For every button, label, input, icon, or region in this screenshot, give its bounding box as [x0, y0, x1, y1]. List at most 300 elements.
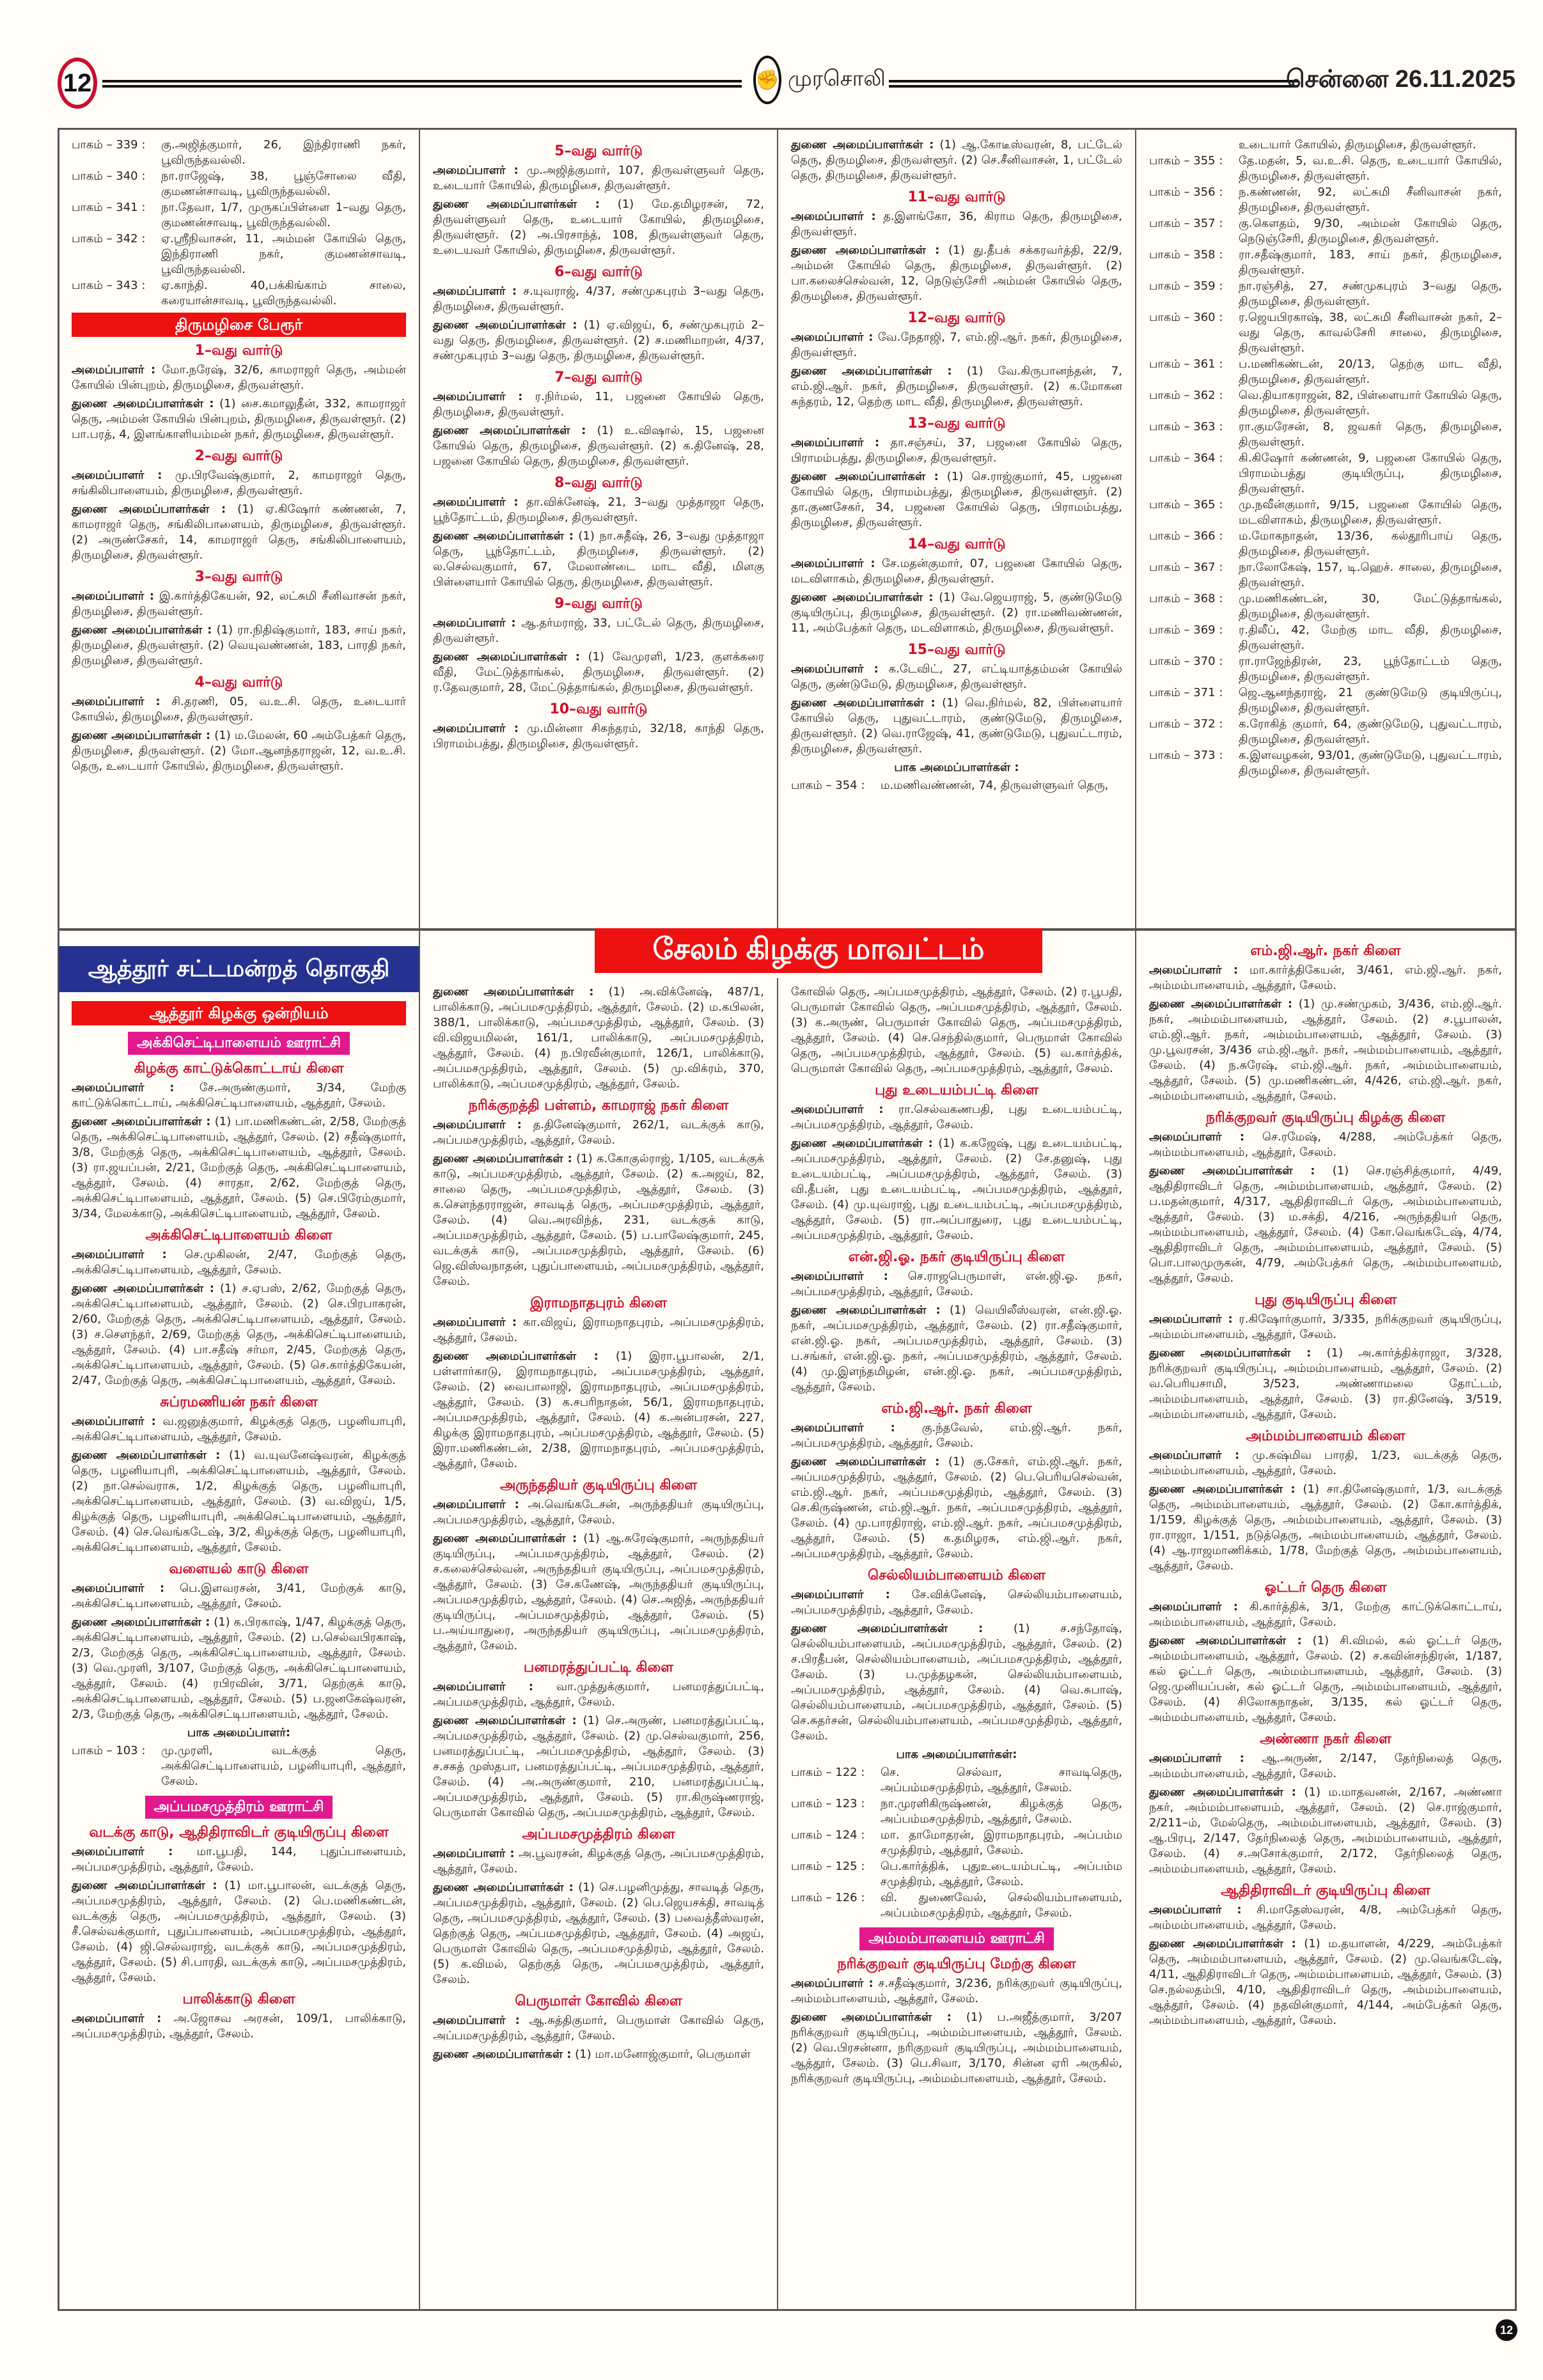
coordinator-entry	[433, 163, 764, 194]
coordinator-entry	[791, 1420, 1122, 1451]
role-label: அமைப்பாளர் :	[1149, 1600, 1238, 1614]
booth-entry	[72, 231, 406, 277]
booth-coordinator: நா.ராஜேஷ், 38, பூஞ்சோலை வீதி, குமணன்சாவடி, பூவிருந்தவல்லி.	[161, 169, 406, 198]
role-details: (1) ரா.நிதிஷ்குமார், 183, சாய் நகர், திருமழிசை, திருவள்ளூர். (2) வெயுவண்ணன், 183, பாரதி நகர், திருமழிசை, திருவள்ளூர்.	[72, 623, 406, 667]
role-details: (1) மா.மனோஜ்குமார், பெருமாள்	[575, 2048, 751, 2061]
ward-heading: 1–வது வார்டு	[194, 343, 283, 359]
coordinator-entry	[791, 984, 1122, 1077]
role-details: க.டேவிட், 27, எட்டியாத்தம்மன் கோயில் தெரு, குண்டுமேடு, திருமழிசை, திருவள்ளூர்.	[791, 662, 1123, 691]
booth-label: பாகம் – 370 :	[1149, 655, 1223, 668]
coordinator-entry	[433, 984, 764, 1092]
booth-label: பாகம் – 342 :	[72, 232, 146, 245]
booth-coordinator: மா. தாமோதரன், இராமநாதபுரம், அப்பம்ம சமுத்திரம், ஆத்தூர், சேலம்.	[881, 1828, 1122, 1857]
ward-heading: அம்மம்பாளையம் கிளை	[1246, 1428, 1406, 1444]
coordinator-entry	[433, 529, 764, 590]
role-details: (1) வ.யுவனேஷ்வரன், கிழக்குத் தெரு, பழனியாபுரி, அக்கிசெட்டிபாளையம், ஆத்தூர், சேலம். (2) நா.செல்வராசு, 1/2, கிழக்குத் தெரு, பழனியாபுரி, அக்கிசெட்டிபாளையம், ஆத்தூர், சேலம். (3) வ.விஜய், 1/5, கிழக்குத் தெரு, பழனியாபுரி, அக்கிசெட்டிபாளையம், ஆத்தூர், சேலம். (4) செ.வெங்கடேஷ், 3/2, கிழக்குத் தெரு, பழனியாபுரி, அக்கிசெட்டிபாளையம், ஆத்தூர், சேலம்.	[72, 1449, 406, 1554]
booth-entry	[791, 1859, 1122, 1890]
role-label: அமைப்பாளர் :	[72, 589, 155, 603]
coordinator-entry	[72, 1247, 406, 1278]
role-label: அமைப்பாளர் :	[72, 1845, 173, 1858]
ward-heading: 9–வது வார்டு	[554, 596, 643, 612]
role-label: அமைப்பாளர் :	[433, 284, 517, 298]
role-details: (1) செ.அருண், பனமரத்துப்பட்டி, அப்பமசமுத்திரம், ஆத்தூர், சேலம். (2) மு.செல்வகுமார், 256, பனமரத்துப்பட்டி, அப்பமசமுத்திரம், ஆத்தூர், சேலம். (3) ச.சசுத் முஸ்தபா, பனமரத்துப்பட்டி, அப்பமசமுத்திரம், ஆத்தூர், சேலம். (4) அ.அருண்குமார், 210, பனமரத்துப்பட்டி, அப்பமசமுத்திரம், ஆத்தூர், சேலம். (5) ரா.கிருஷ்ணராஜ், பெருமாள் கோவில் தெரு, அப்பமசமுத்திரம், ஆத்தூர், சேலம்.	[433, 1714, 764, 1819]
role-details: அ.பூவரசன், கிழக்குத் தெரு, அப்பமசமுத்திரம், ஆத்தூர், சேலம்.	[433, 1847, 764, 1876]
booth-entry	[791, 1890, 1122, 1921]
column-top-2	[420, 137, 777, 755]
booth-coordinator: ப.மணிகண்டன், 20/13, தெற்கு மாட வீதி, திருமழிசை, திருவள்ளூர்.	[1239, 357, 1502, 386]
role-details: மு.அஜித்குமார், 107, திருவள்ளுவர் தெரு, உடையார் கோயில், திருமழிசை, திருவள்ளூர்.	[433, 164, 764, 192]
booth-entry	[1149, 529, 1502, 559]
booth-label: பாகம் – 124 :	[791, 1828, 865, 1842]
role-details: (1) ஏ.விஜய், 6, சண்முகபுரம் 2–வது தெரு, திருமழிசை, திருவள்ளூர். (2) ச.மணிமாறன், 4/37, சண்முகபுரம் 3–வது தெரு, திருமழிசை, திருவள்ளூர்.	[433, 318, 765, 362]
coordinator-entry	[1149, 1346, 1502, 1422]
role-label: துணை அமைப்பாளர்கள் :	[433, 1714, 577, 1727]
coordinator-entry	[791, 469, 1122, 531]
booth-coordinator: ஜெ.ஆனந்தராஜ், 21 குண்டுமேடு குடியிருப்பு, திருமழிசை, திருவள்ளூர்.	[1239, 686, 1502, 715]
booth-entry	[791, 1796, 1122, 1827]
ward-heading: கிழக்கு காட்டுக்கொட்டாய் கிளை	[134, 1061, 344, 1077]
coordinator-entry	[72, 1844, 406, 1875]
booth-entry	[1149, 216, 1502, 247]
booth-entry	[72, 169, 406, 199]
role-details: (1) வே.கிருபானந்தன், 7, எம்.ஜி.ஆர். நகர், திருமழிசை, திருவள்ளூர். (2) க.மோகன சுந்தரம், 12, தெற்கு மாட வீதி, திருமழிசை, திருவள்ளூர்.	[791, 364, 1122, 408]
booth-coordinator: நா.முரளிகிருஷ்ணன், கிழக்குத் தெரு, அப்பம்மசமுத்திரம், ஆத்தூர், சேலம்.	[881, 1797, 1122, 1826]
panchayat-banner: அக்கிசெட்டிபாளையம் ஊராட்சி	[128, 1032, 350, 1055]
booth-label: பாகம் – 362 :	[1149, 389, 1223, 402]
booth-label: பாகம் – 125 :	[791, 1860, 865, 1873]
role-details: ச.சதீஷ்குமார், 3/236, நரிக்குறவர் குடியிருப்பு, அம்மம்பாளையம், ஆத்தூர், சேலம்.	[791, 1977, 1122, 2005]
role-details: மா.கார்த்திகேயன், 3/461, எம்.ஜி.ஆர். நகர், அம்மம்பாளையம், ஆத்தூர், சேலம்.	[1149, 963, 1502, 992]
booth-coordinator: ர.திலீப், 42, மேற்கு மாட வீதி, திருமழிசை, திருவள்ளூர்.	[1239, 623, 1502, 652]
role-label: அமைப்பாளர் :	[791, 1588, 890, 1601]
column-top-4	[1136, 137, 1515, 779]
masthead-rule-right	[889, 80, 1298, 88]
role-details: சே.அருண்குமார், 3/34, மேற்கு காட்டுக்கொட்டாய், அக்கிசெட்டிபாளையம், ஆத்தூர், சேலம்.	[72, 1081, 406, 1110]
role-details: (1) ம.மாதவனன், 2/167, அண்ணா நகர், அம்மம்பாளையம், ஆத்தூர், சேலம். (2) செ.ராஜ்குமார், 2/211–ம், மேல்தெரு, அம்மம்பாளையம், ஆத்தூர், சேலம். (3) ஆ.பிரபு, 2/147, தேர்நிலைத் தெரு, அம்மம்பாளையம், ஆத்தூர், சேலம். (4) ச.அசோக்குமார், 2/172, தேர்நிலைத் தெரு, அம்மம்பாளையம், ஆத்தூர், சேலம்.	[1149, 1785, 1502, 1876]
role-label: துணை அமைப்பாளர்கள் :	[72, 1615, 210, 1629]
ward-heading: 13–வது வார்டு	[907, 416, 1006, 432]
coordinator-entry	[791, 1136, 1122, 1243]
booth-label: பாகம் – 354 :	[791, 779, 865, 792]
role-details: ச.யுவராஜ், 4/37, சண்முகபுரம் 3–வது தெரு, திருமழிசை, திருவள்ளூர்.	[433, 284, 764, 313]
role-details: (1) ஏ.கிஷோர் கண்ணன், 7, காமராஜர் தெரு, சங்கிலிபாளையம், திருமழிசை, திருவள்ளூர். (2) அருண்சேகர், 14, காமராஜர் தெரு, சங்கிலிபாளையம், திருமழிசை, திருவள்ளூர்.	[72, 502, 406, 562]
booth-entry	[791, 1828, 1122, 1858]
coordinator-entry	[1149, 1312, 1502, 1342]
booth-entry	[1149, 419, 1502, 450]
role-label: அமைப்பாளர் :	[1149, 1752, 1244, 1765]
role-details: பெ.இளவரசன், 3/41, மேற்குக் காடு, அக்கிசெட்டிபாளையம், ஆத்தூர், சேலம்.	[72, 1582, 407, 1610]
role-details: கு.ந்தவேல், எம்.ஜி.ஆர். நகர், அப்பமசமுத்திரம், ஆத்தூர், சேலம்.	[791, 1421, 1122, 1450]
coordinator-entry	[791, 1102, 1122, 1133]
role-label: துணை அமைப்பாளர்கள் :	[433, 1881, 574, 1894]
coordinator-entry	[433, 649, 764, 696]
role-label: அமைப்பாளர் :	[1149, 1312, 1233, 1326]
coordinator-entry	[433, 197, 764, 258]
booth-entry	[1149, 357, 1502, 387]
role-label: அமைப்பாளர் :	[791, 662, 879, 676]
paper-logo	[748, 56, 891, 104]
booth-coordinator: வி. துணைவேல், செல்லியம்பாளையம், அப்பம்மசமுத்திரம், ஆத்தூர், சேலம்.	[881, 1891, 1122, 1920]
booth-entry	[1149, 654, 1502, 685]
panchayat-banner: அம்மம்பாளையம் ஊராட்சி	[859, 1927, 1054, 1950]
column-top-1	[59, 137, 419, 777]
booth-entry	[791, 778, 1122, 793]
role-details: மோ.நரேஷ், 32/6, காமராஜர் தெரு, அம்மன் கோயில் பின்புறம், திருமழிசை, திருவள்ளூர்.	[72, 363, 406, 392]
role-details: ஆ.தர்மராஜ், 33, பட்டேல் தெரு, திருமழிசை, திருவள்ளூர்.	[433, 616, 764, 645]
booth-coordinator: வெ.தியாகராஜன், 82, பிள்ளையார் கோயில் தெரு, திருமழிசை, திருவள்ளூர்.	[1239, 389, 1502, 417]
role-label: அமைப்பாளர் :	[791, 1103, 884, 1116]
coordinator-entry	[433, 1880, 764, 1987]
coordinator-entry	[433, 389, 764, 420]
booth-entry	[1149, 717, 1502, 747]
coordinator-entry	[72, 623, 406, 669]
role-details: ரா.செல்வகணபதி, புது உடையம்பட்டி, அப்பமசமுத்திரம், ஆத்தூர், சேலம்.	[791, 1103, 1122, 1132]
coordinator-entry	[72, 694, 406, 725]
subheading: பாக அமைப்பாளர்:	[187, 1726, 291, 1739]
coordinator-entry	[433, 1151, 764, 1289]
booth-label: பாகம் – 365 :	[1149, 498, 1223, 511]
role-details: (1) சை.கமாலுதீன், 332, காமராஜர் தெரு, அம்மன் கோயில் பின்புறம், திருமழிசை, திருவள்ளூர். (2) பா.பரத், 4, இளங்காளியம்மன் நகர், திருமழிசை, திருவள்ளூர்.	[72, 397, 406, 441]
coordinator-entry	[433, 1497, 764, 1528]
booth-coordinator: கு.கௌதம், 9/30, அம்மன் கோயில் தெரு, நெடுஞ்சேரி, திருமழிசை, திருவள்ளூர்.	[1239, 217, 1502, 245]
ward-heading: பனமரத்துப்பட்டி கிளை	[523, 1660, 674, 1676]
constituency-banner: ஆத்தூர் சட்டமன்றத் தொகுதி	[59, 946, 419, 992]
booth-label: பாகம் – 371 :	[1149, 686, 1223, 699]
coordinator-entry	[791, 1976, 1122, 2007]
booth-coordinator: பெ.கார்த்திக், புதுஉடையம்பட்டி, அப்பம்ம சமுத்திரம், ஆத்தூர், சேலம்.	[881, 1860, 1122, 1888]
ward-heading: 7–வது வார்டு	[554, 369, 643, 385]
booth-entry	[791, 1765, 1122, 1796]
ward-heading: 4–வது வார்டு	[194, 674, 283, 690]
role-label: அமைப்பாளர் :	[791, 1421, 895, 1435]
role-details: (1) அ.விக்னேஷ், 487/1, பாலிக்காடு, அப்பமசமுத்திரம், ஆத்தூர், சேலம். (2) ம.கபிலன், 388/1, பாலிக்காடு, அப்பமசமுத்திரம், ஆத்தூர், சேலம். (3) வி.விஜயமிலன், 161/1, பாலிக்காடு, அப்பமசமுத்திரம், ஆத்தூர், சேலம். (4) ந.பிரவீன்குமார், 126/1, பாலிக்காடு, அப்பமசமுத்திரம், ஆத்தூர், சேலம். (5) மு.விக்ரம், 370, பாலிக்காடு, அப்பமசமுத்திரம், ஆத்தூர், சேலம்.	[433, 985, 764, 1091]
role-details: (1) ஆ.சுரேஷ்குமார், அருந்ததியர் குடியிருப்பு, அப்பமசமுத்திரம், ஆத்தூர், சேலம். (2) ச.கலைச்செல்வன், அருந்ததியர் குடியிருப்பு, அப்பமசமுத்திரம், ஆத்தூர், சேலம். (3) சே.கணேஷ், அருந்ததியர் குடியிருப்பு, அப்பமசமுத்திரம், ஆத்தூர், சேலம். (4) செ.அஜித், அருந்ததியர் குடியிருப்பு, அப்பமசமுத்திரம், ஆத்தூர், சேலம். (5) ப.அய்யாதுரை, அருந்ததியர் குடியிருப்பு, அப்பமசமுத்திரம், ஆத்தூர், சேலம்.	[433, 1532, 764, 1653]
coordinator-entry	[1149, 1130, 1502, 1160]
booth-entry	[1149, 185, 1502, 215]
column-bottom-4	[1136, 937, 1515, 2032]
booth-label: பாகம் – 126 :	[791, 1891, 865, 1904]
role-details: (1) வெ.நிர்மல், 82, பிள்ளையார் கோயில் தெரு, புதுவட்டாரம், குண்டுமேடு, திருமழிசை, திருவள்ளூர். (2) வெ.ராஜேஷ், 41, குண்டுமேடு, புதுவட்டாரம், திருமழிசை, திருவள்ளூர்.	[791, 696, 1122, 756]
role-label: துணை அமைப்பாளர்கள் :	[791, 138, 934, 152]
role-label: துணை அமைப்பாளர்கள் :	[791, 591, 934, 604]
ward-heading: இராமநாதபுரம் கிளை	[530, 1295, 667, 1311]
role-details: சே.விக்னேஷ், செல்லியம்பாளையம், அப்பமசமுத்திரம், ஆத்தூர், சேலம்.	[791, 1588, 1122, 1617]
role-label: துணை அமைப்பாளர்கள் :	[1149, 1785, 1296, 1799]
coordinator-entry	[72, 362, 406, 393]
coordinator-entry	[791, 556, 1122, 587]
role-label: அமைப்பாளர் :	[72, 1081, 175, 1094]
role-details: (1) செ.பழனிமுத்து, சாவடித் தெரு, அப்பமசமுத்திரம், ஆத்தூர், சேலம். (2) பெ.ஜெயசக்தி, சாவடித் தெரு, அப்பமசமுத்திரம், ஆத்தூர், சேலம். (3) பவைத்தீஸ்வரன், தெற்குத் தெரு, அப்பமசமுத்திரம், ஆத்தூர், சேலம். (4) அஜய், பெருமாள் கோவில் தெரு, அப்பமசமுத்திரம், ஆத்தூர், சேலம். (5) க.விமல், தெற்குத் தெரு, அப்பமசமுத்திரம், ஆத்தூர், சேலம்.	[433, 1881, 764, 1986]
role-details: (1) ச.ஏபஸ், 2/62, மேற்குத் தெரு, அக்கிசெட்டிபாளையம், ஆத்தூர், சேலம். (2) செ.பிரபாகரன், 2/60, மேற்குத் தெரு, அக்கிசெட்டிபாளையம், ஆத்தூர், சேலம். (3) ச.சௌந்தர், 2/69, மேற்குத் தெரு, அக்கிசெட்டிபாளையம், ஆத்தூர், சேலம். (4) பா.சதீஷ் சர்மா, 2/45, மேற்குத் தெரு, அக்கிசெட்டிபாளையம், ஆத்தூர், சேலம். (5) செ.கார்த்திகேயன், 2/47, மேற்குத் தெரு, அக்கிசெட்டிபாளையம், ஆத்தூர், சேலம்.	[72, 1282, 406, 1387]
role-label: துணை அமைப்பாளர்கள் :	[791, 2011, 952, 2024]
booth-entry	[1149, 310, 1502, 356]
ward-heading: 14–வது வார்டு	[907, 536, 1006, 552]
coordinator-entry	[72, 728, 406, 774]
paper-name: முரசொலி	[788, 66, 886, 91]
role-details: செ.முகிலன், 2/47, மேற்குத் தெரு, அக்கிசெட்டிபாளையம், ஆத்தூர், சேலம்.	[72, 1248, 406, 1277]
booth-coordinator: க.ரோகித் குமார், 64, குண்டுமேடு, புதுவட்டாரம், திருமழிசை, திருவள்ளூர்.	[1239, 717, 1502, 746]
role-details: கி.கார்த்திக், 3/1, மேற்கு காட்டுக்கொட்டாய், அம்மம்பாளையம், ஆத்தூர், சேலம்.	[1149, 1600, 1502, 1629]
role-details: (1) மு.சண்முகம், 3/436, எம்.ஜி.ஆர். நகர், அம்மம்பாளையம், ஆத்தூர், சேலம். (2) ச.பூபாலன், எம்.ஜி.ஆர். நகர், அம்மம்பாளையம், ஆத்தூர், சேலம். (3) மு.பூவரசன், 3/436 எம்.ஜி.ஆர். நகர், அம்மம்பாளையம், ஆத்தூர், சேலம். (4) ந.சுரேஷ், எம்.ஜி.ஆர். நகர், அம்மம்பாளையம், ஆத்தூர், சேலம். (5) மு.மணிகண்டன், 4/426, எம்.ஜி.ஆர். நகர், அம்மம்பாளையம், ஆத்தூர், சேலம்.	[1149, 997, 1502, 1103]
role-details: சே.மதன்குமார், 07, பஜனை கோயில் தெரு, மடவிளாகம், திருமழிசை, திருவள்ளூர்.	[791, 557, 1122, 586]
role-label: அமைப்பாளர் :	[1149, 1130, 1245, 1144]
booth-coordinator: கி.கிஷோர் கண்ணன், 9, பஜனை கோயில் தெரு, பிராமம்பத்து குடியிருப்பு, திருமழிசை, திருவள்ளூர்.	[1239, 451, 1502, 495]
ward-heading: 3–வது வார்டு	[194, 569, 283, 585]
role-details: (1) வெயிலீஸ்வரன், என்.ஜி.ஓ. நகர், அப்பமசமுத்திரம், ஆத்தூர், சேலம். (2) ரா.சதீஷ்குமார், என்.ஜி.ஓ. நகர், அப்பமசமுத்திரம், ஆத்தூர், சேலம். (3) ப.சங்கர், என்.ஜி.ஓ. நகர், அப்பமசமுத்திரம், ஆத்தூர், சேலம். (4) மு.இளந்தமிழன், என்.ஜி.ஓ. நகர், அப்பமசமுத்திரம், ஆத்தூர், சேலம்.	[791, 1303, 1122, 1394]
booth-label: பாகம் – 361 :	[1149, 357, 1223, 371]
coordinator-entry	[791, 1269, 1122, 1300]
ward-heading: செல்லியம்பாளையம் கிளை	[868, 1567, 1046, 1583]
role-label: அமைப்பாளர் :	[791, 1270, 888, 1283]
coordinator-entry	[433, 1315, 764, 1346]
coordinator-entry	[72, 1114, 406, 1222]
coordinator-entry	[1149, 1785, 1502, 1877]
booth-coordinator: மு.நவீன்குமார், 9/15, பஜனை கோயில் தெரு, மடவிளாகம், திருமழிசை, திருவள்ளூர்.	[1239, 498, 1502, 527]
role-details: (1) இரா.பூபாலன், 2/1, பள்ளார்காடு, இராமநாதபுரம், அப்பமசமுத்திரம், ஆத்தூர், சேலம். (2) வைபாலாஜி, இராமநாதபுரம், அப்பமசமுத்திரம், ஆத்தூர், சேலம். (3) க.சபரிநாதன், 56/1, இராமநாதபுரம், அப்பமசமுத்திரம், ஆத்தூர், சேலம். (4) க.அன்பரசன், 227, கிழக்கு இராமநாதபுரம், அப்பமசமுத்திரம், ஆத்தூர், சேலம். (5) இரா.மணிகண்டன், 2/38, இராமநாதபுரம், அப்பமசமுத்திரம், ஆத்தூர், சேலம்.	[433, 1349, 764, 1470]
booth-entry	[1149, 623, 1502, 653]
role-details: (1) வே.ஜெயராஜ், 5, குண்டுமேடு குடியிருப்பு, திருமழிசை, திருவள்ளூர். (2) ரா.மணிவண்ணன், 11, அம்பேத்கர் தெரு, மடவிளாகம், திருமழிசை, திருவள்ளூர்.	[791, 591, 1122, 635]
role-label: அமைப்பாளர் :	[791, 1977, 873, 1990]
role-label: அமைப்பாளர் :	[433, 2014, 520, 2027]
role-label: துணை அமைப்பாளர்கள் :	[791, 1455, 940, 1468]
booth-entry	[1149, 560, 1502, 591]
ward-heading: 11–வது வார்டு	[907, 189, 1006, 205]
booth-label: பாகம் – 363 :	[1149, 420, 1223, 433]
role-details: (1) சா.தினேஷ்குமார், 1/3, வடக்குத் தெரு, அம்மம்பாளையம், ஆத்தூர், சேலம். (2) கோ.கார்த்திக், 1/159, கிழக்குத் தெரு, அம்மம்பாளையம், ஆத்தூர், சேலம். (3) ரா.ராஜா, 1/151, நடுத்தெரு, அம்மம்பாளையம், ஆத்தூர், சேலம். (4) ஆ.ராஜமாணிக்கம், 1/78, மேற்குத் தெரு, அம்மம்பாளையம், ஆத்தூர், சேலம்.	[1149, 1482, 1502, 1573]
role-label: துணை அமைப்பாளர்கள் :	[433, 1349, 599, 1363]
ward-heading: ஓட்டர் தெரு கிளை	[1264, 1580, 1387, 1596]
role-details: சி.தரணி, 05, வ.உ.சி. தெரு, உடையார் கோயில், திருமழிசை, திருவள்ளூர்.	[72, 695, 406, 724]
role-details: (1) செ.ராஜ்குமார், 45, பஜனை கோயில் தெரு, பிராமம்பத்து, திருமழிசை, திருவள்ளூர். (2) தா.குணசேகர், 34, பஜனை கோயில் தெரு, பிராமம்பத்து, திருமழிசை, திருவள்ளூர்.	[791, 470, 1122, 529]
coordinator-entry	[791, 2010, 1122, 2087]
role-details: இ.கார்த்திகேயன், 92, லட்சுமி சீனிவாசன் நகர், திருமழிசை, திருவள்ளூர்.	[72, 589, 406, 618]
coordinator-entry	[72, 502, 406, 563]
ward-heading: அக்கிசெட்டிபாளையம் கிளை	[145, 1227, 333, 1243]
role-details: அ.ஜோசவ அரசன், 109/1, பாலிக்காடு, அப்பமசமுத்திரம், ஆத்தூர், சேலம்.	[72, 2012, 406, 2041]
ward-heading: எம்.ஜி.ஆர். நகர் கிளை	[1250, 943, 1401, 959]
role-details: (1) க.கோகுல்ராஜ், 1/105, வடக்குக் காடு, அப்பமசமுத்திரம், ஆத்தூர், சேலம். (2) க.அஜய், 82, சாலை தெரு, அப்பமசமுத்திரம், ஆத்தூர், சேலம். (3) க.சௌந்தரராஜன், சாவடித் தெரு, அப்பமசமுத்திரம், ஆத்தூர், சேலம். (4) வெ.அரவிந்த், 231, வடக்குக் காடு, அப்பமசமுத்திரம், ஆத்தூர், சேலம். (5) ப.பாலேஷ்குமார், 245, வடக்குக் காடு, அப்பமசமுத்திரம், ஆத்தூர், சேலம். (6) ஜெ.விஸ்வநாதன், புதுப்பாளையம், அப்பமசமுத்திரம், ஆத்தூர், சேலம்.	[433, 1152, 764, 1288]
booth-coordinator: ஏ.ஸ்ரீநிவாசன், 11, அம்மன் கோயில் தெரு, இந்திராணி நகர், குமணன்சாவடி, பூவிருந்தவல்லி.	[161, 232, 406, 276]
role-details: செ.ராஜபெருமாள், என்.ஜி.ஓ. நகர், அப்பமசமுத்திரம், ஆத்தூர், சேலம்.	[791, 1270, 1123, 1298]
coordinator-entry	[1149, 1448, 1502, 1479]
dateline: சென்னை 26.11.2025	[1286, 66, 1516, 93]
coordinator-entry	[433, 1846, 764, 1877]
booth-entry	[1149, 748, 1502, 779]
role-label: துணை அமைப்பாளர்கள் :	[72, 502, 226, 516]
coordinator-entry	[791, 209, 1122, 240]
coordinator-entry	[72, 1448, 406, 1555]
booth-coordinator: ஏ.காந்தி. 40,பக்கிங்காம் சாலை, கரையான்சாவடி, பூவிருந்தவல்லி.	[161, 279, 406, 307]
booth-coordinator: மு.மணிகண்டன், 30, மேட்டுத்தாங்கல், திருமழிசை, திருவள்ளூர்.	[1239, 592, 1502, 621]
coordinator-entry	[72, 589, 406, 619]
masthead	[58, 54, 1516, 112]
booth-label: பாகம் – 340 :	[72, 169, 146, 183]
booth-entry	[72, 200, 406, 231]
coordinator-entry	[433, 423, 764, 469]
role-label: துணை அமைப்பாளர்கள் :	[72, 1879, 217, 1892]
ward-heading: சுப்ரமணியன் நகர் கிளை	[160, 1394, 318, 1410]
coordinator-entry	[433, 1713, 764, 1821]
coordinator-entry	[791, 243, 1122, 304]
coordinator-entry	[72, 1080, 406, 1111]
booth-entry	[1149, 591, 1502, 622]
coordinator-entry	[433, 318, 764, 364]
coordinator-entry	[433, 1349, 764, 1472]
subheading: பாக அமைப்பாளர்கள் :	[894, 761, 1019, 774]
role-label: துணை அமைப்பாளர்கள் :	[433, 198, 600, 211]
column-bottom-1	[59, 931, 419, 2045]
subheading: பாக அமைப்பாளர்கள்:	[896, 1748, 1017, 1761]
booth-coordinator: மு.முரளி, வடக்குத் தெரு, அக்கிசெட்டிபாளையம், பழனியாபுரி, ஆத்தூர், சேலம்.	[161, 1744, 406, 1788]
page-number-badge: 12	[58, 58, 97, 109]
coordinator-entry	[433, 2013, 764, 2044]
coordinator-entry	[1149, 1599, 1502, 1630]
role-details: கோவில் தெரு, அப்பமசமுத்திரம், ஆத்தூர், சேலம். (2) ர.பூபதி, பெருமாள் கோவில் தெரு, அப்பமசமுத்திரம், ஆத்தூர், சேலம். (3) க.அருண், பெருமாள் கோவில் தெரு, அப்பமசமுத்திரம், ஆத்தூர், சேலம். (4) செ.செந்தில்குமார், பெருமாள் கோவில் தெரு, அப்பமசமுத்திரம், ஆத்தூர், சேலம். (5) வ.கார்த்திக், பெருமாள் கோவில் தெரு, அப்பமசமுத்திரம், ஆத்தூர், சேலம்.	[791, 985, 1122, 1075]
booth-entry	[1149, 137, 1502, 153]
role-label: அமைப்பாளர் :	[791, 210, 876, 223]
role-details: அ.வெங்கடேசன், அருந்ததியர் குடியிருப்பு, அப்பமசமுத்திரம், ஆத்தூர், சேலம்.	[433, 1498, 764, 1527]
role-label: அமைப்பாளர் :	[1149, 1449, 1240, 1462]
coordinator-entry	[1149, 1936, 1502, 2028]
role-label: துணை அமைப்பாளர்கள் :	[791, 244, 940, 257]
coordinator-entry	[791, 662, 1122, 692]
booth-coordinator: ரா.சதீஷ்குமார், 183, சாய் நகர், திருமழிசை, திருவள்ளூர்.	[1239, 248, 1502, 277]
role-label: துணை அமைப்பாளர்கள் :	[791, 1303, 941, 1317]
booth-label: பாகம் – 366 :	[1149, 529, 1223, 543]
role-details: (1) சி.விமல், கல் ஓட்டர் தெரு, அம்மம்பாளையம், ஆத்தூர், சேலம். (2) ச.கவின்சந்திரன், 1/187, கல் ஓட்டர் தெரு, அம்மம்பாளையம், ஆத்தூர், சேலம். (3) ஜெ.முனியப்பன், கல் ஓட்டர் தெரு, அம்மம்பாளையம், ஆத்தூர், சேலம். (4) சிலோகநாதன், 3/135, கல் ஓட்டர் தெரு, அம்மம்பாளையம், ஆத்தூர், சேலம்.	[1149, 1634, 1502, 1724]
ward-heading: அப்பமசமுத்திரம் கிளை	[522, 1826, 675, 1842]
role-details: தா.விக்னேஷ், 21, 3–வது முத்தாஜா தெரு, பூந்தோட்டம், திருமழிசை, திருவள்ளூர்.	[433, 495, 765, 524]
booth-label: பாகம் – 367 :	[1149, 561, 1223, 574]
role-label: துணை அமைப்பாளர்கள் :	[1149, 997, 1293, 1011]
role-label: துணை அமைப்பாளர்கள் :	[433, 318, 577, 332]
coordinator-entry	[433, 1679, 764, 1710]
booth-coordinator: ர.ஜெயபிரகாஷ், 38, லட்சுமி சீனிவாசன் நகர், 2–வது தெரு, காவல்சேரி சாலை, திருமழிசை, திருவள்ளூர்.	[1239, 311, 1502, 355]
role-details: மு.மின்னா சிகந்தரம், 32/18, காந்தி தெரு, பிராமம்பத்து, திருமழிசை, திருவள்ளூர்.	[433, 722, 764, 751]
role-label: அமைப்பாளர் :	[433, 164, 519, 177]
ward-heading: வடக்கு காடு, ஆதிதிராவிடர் குடியிருப்பு கிளை	[89, 1824, 389, 1840]
booth-coordinator: க.இளவழகன், 93/01, குண்டுமேடு, புதுவட்டாரம், திருமழிசை, திருவள்ளூர்.	[1239, 749, 1502, 777]
ward-heading: எம்.ஜி.ஆர். நகர் கிளை	[881, 1401, 1032, 1417]
booth-coordinator: உடையார் கோயில், திருமழிசை, திருவள்ளூர்.	[1239, 138, 1476, 152]
booth-label: பாகம் – 373 :	[1149, 749, 1223, 762]
role-details: ர.நிர்மல், 11, பஜனை கோயில் தெரு, திருமழிசை, திருவள்ளூர்.	[433, 390, 765, 419]
role-details: சி.மாதேஸ்வரன், 4/8, அம்பேத்கர் தெரு, அம்மம்பாளையம், ஆத்தூர், சேலம்.	[1149, 1903, 1502, 1932]
masthead-rule-left	[102, 80, 742, 88]
coordinator-entry	[433, 284, 764, 315]
logo-emblem-icon: ✊	[753, 56, 781, 104]
column-bottom-2	[420, 984, 777, 2065]
ward-heading: புது உடையம்பட்டி கிளை	[875, 1082, 1038, 1098]
role-details: மு.சுஷ்மிவ பாரதி, 1/23, வடக்குத் தெரு, அம்மம்பாளையம், ஆத்தூர், சேலம்.	[1149, 1449, 1502, 1477]
booth-entry	[1149, 247, 1502, 278]
coordinator-entry	[72, 1414, 406, 1445]
booth-label: பாகம் – 122 :	[791, 1766, 865, 1779]
role-details: (1) நா.சுதீஷ், 26, 3–வது முத்தாஜா தெரு, பூந்தோட்டம், திருமழிசை, திருவள்ளூர். (2) ல.செல்வகுமார், 67, மேலாண்டை மாட வீதி, மிளகு பிள்ளையார் கோயில் தெரு, திருமழிசை, திருவள்ளூர்.	[433, 529, 764, 589]
role-label: அமைப்பாளர் :	[72, 1415, 156, 1428]
role-label: துணை அமைப்பாளர்கள் :	[1149, 1937, 1296, 1950]
coordinator-entry	[791, 1621, 1122, 1744]
role-label: அமைப்பாளர் :	[72, 1248, 167, 1261]
coordinator-entry	[433, 1531, 764, 1654]
role-details: (1) து.தீபக் சக்கரவர்த்தி, 22/9, அம்மன் கோயில் தெரு, திருமழிசை, திருவள்ளூர். (2) பா.கலைச்செல்வன், 12, நெடுஞ்சேரி அம்மன் கோயில் தெரு, திருமழிசை, திருவள்ளூர்.	[791, 244, 1122, 303]
role-label: துணை அமைப்பாளர்கள் :	[72, 1282, 214, 1295]
role-details: (1) பா.மணிகண்டன், 2/58, மேற்குத் தெரு, அக்கிசெட்டிபாளையம், ஆத்தூர், சேலம். (2) சதீஷ்குமார், 3/8, மேற்குத் தெரு, அக்கிசெட்டிபாளையம், ஆத்தூர், சேலம். (3) ரா.ஜயப்பன், 2/21, மேற்குத் தெரு, அக்கிசெட்டிபாளையம், ஆத்தூர், சேலம். (4) சாரதா, 2/62, மேற்குத் தெரு, அக்கிசெட்டிபாளையம், ஆத்தூர், சேலம். (5) செ.பிரேம்குமார், 3/34, மேலக்காடு, அக்கிசெட்டிபாளையம், ஆத்தூர், சேலம்.	[72, 1115, 406, 1220]
role-label: அமைப்பாளர் :	[433, 1316, 517, 1329]
role-label: துணை அமைப்பாளர்கள் :	[433, 1152, 572, 1165]
role-label: அமைப்பாளர் :	[791, 436, 880, 449]
coordinator-entry	[72, 468, 406, 499]
coordinator-entry	[72, 2011, 406, 2042]
booth-coordinator: ம.மணிவண்ணன், 74, திருவள்ளுவர் தெரு,	[881, 779, 1109, 792]
booth-coordinator: ம.மோகநாதன், 13/36, கல்தூரிபாய் தெரு, திருமழிசை, திருவள்ளூர்.	[1239, 529, 1502, 558]
role-label: துணை அமைப்பாளர்கள் :	[72, 1449, 221, 1462]
role-label: அமைப்பாளர் :	[72, 695, 161, 708]
booth-entry	[1149, 388, 1502, 419]
role-label: துணை அமைப்பாளர்கள் :	[433, 2048, 572, 2061]
coordinator-entry	[433, 495, 764, 525]
coordinator-entry	[1149, 1902, 1502, 1933]
booth-coordinator: ரா.ராஜேந்திரன், 23, பூந்தோட்டம் தெரு, திருமழிசை, திருவள்ளூர்.	[1239, 655, 1502, 683]
role-label: துணை அமைப்பாளர்கள் :	[72, 397, 214, 410]
role-label: அமைப்பாளர் :	[72, 363, 156, 377]
coordinator-entry	[72, 1878, 406, 1986]
booth-coordinator: செ. செல்வா, சாவடிதெரு, அப்பம்மசமுத்திரம், ஆத்தூர், சேலம்.	[881, 1766, 1122, 1794]
role-details: வே.நேதாஜி, 7, எம்.ஜி.ஆர். நகர், திருமழிசை, திருவள்ளூர்.	[791, 331, 1122, 359]
booth-label: பாகம் – 103 :	[72, 1744, 146, 1757]
coordinator-entry	[791, 435, 1122, 466]
coordinator-entry	[1149, 997, 1502, 1104]
role-details: ஆ.சுத்திகுமார், பெருமாள் கோவில் தெரு, அப்பமசமுத்திரம், ஆத்தூர், சேலம்.	[433, 2014, 764, 2042]
role-details: வா.முத்துக்குமார், பனமரத்துப்பட்டி, அப்பமசமுத்திரம், ஆத்தூர், சேலம்.	[433, 1680, 764, 1709]
ward-heading: 5–வது வார்டு	[554, 143, 643, 159]
ward-heading: அண்ணா நகர் கிளை	[1260, 1731, 1391, 1747]
coordinator-entry	[791, 330, 1122, 361]
role-details: (1) ஆ.கோடீஸ்வரன், 8, பட்டேல் தெரு, திருமழிசை, திருவள்ளூர். (2) செ.சீனிவாசன், 1, பட்டேல் தெரு, திருமழிசை, திருவள்ளூர்.	[791, 138, 1122, 182]
booth-coordinator: ரா.குமரேசன், 8, ஜவகர் தெரு, திருமழிசை, திருவள்ளூர்.	[1239, 420, 1502, 449]
coordinator-entry	[1149, 1482, 1502, 1574]
booth-entry	[72, 278, 406, 309]
role-label: துணை அமைப்பாளர்கள் :	[72, 1115, 211, 1128]
ward-heading: புது குடியிருப்பு கிளை	[1254, 1292, 1397, 1308]
role-details: வ.ஜனுத்குமார், கிழக்குத் தெரு, பழனியாபுரி, அக்கிசெட்டிபாளையம், ஆத்தூர், சேலம்.	[72, 1415, 406, 1443]
role-label: அமைப்பாளர் :	[433, 1118, 522, 1132]
booth-label: பாகம் – 358 :	[1149, 248, 1223, 261]
role-details: ர.கிஷோர்குமார், 3/335, நரிக்குறவர் குடியிருப்பு, அம்மம்பாளையம், ஆத்தூர், சேலம்.	[1149, 1312, 1502, 1341]
role-label: அமைப்பாளர் :	[1149, 1903, 1242, 1917]
coordinator-entry	[791, 364, 1122, 410]
role-details: கா.விஜய், இராமநாதபுரம், அப்பமசமுத்திரம், ஆத்தூர், சேலம்.	[433, 1316, 764, 1344]
footer-page-number: 12	[1496, 2319, 1517, 2341]
role-details: மா.பூபதி, 144, புதுப்பாளையம், அப்பமசமுத்திரம், ஆத்தூர், சேலம்.	[72, 1845, 406, 1874]
ward-heading: 2–வது வார்டு	[194, 448, 283, 464]
coordinator-entry	[72, 396, 406, 442]
role-label: அமைப்பாளர் :	[433, 1498, 519, 1511]
role-label: துணை அமைப்பாளர்கள் :	[1149, 1634, 1302, 1647]
role-details: (1) ம.தயாளன், 4/229, அம்பேத்கர் தெரு, அம்மம்பாளையம், ஆத்தூர், சேலம். (2) மு.வெங்கடேஷ், 4/11, ஆதிதிராவிடர் தெரு, அம்மம்பாளையம், ஆத்தூர், சேலம். (3) செ.நல்லதம்பி, 4/10, ஆதிதிராவிடர் தெரு, அம்மம்பாளையம், ஆத்தூர், சேலம். (4) நதவின்குமார், 4/144, அம்பேத்கர் தெரு, அம்மம்பாளையம், ஆத்தூர், சேலம்.	[1149, 1937, 1502, 2027]
role-details: (1) கு.சேகர், எம்.ஜி.ஆர். நகர், அப்பமசமுத்திரம், ஆத்தூர், சேலம். (2) பெ.பெரியசெல்வன், எம்.ஜி.ஆர். நகர், அப்பமசமுத்திரம், ஆத்தூர், சேலம். (3) செ.கிருஷ்ணன், எம்.ஜி.ஆர். நகர், அப்பமசமுத்திரம், ஆத்தூர், சேலம். (4) மு.பாரதிராஜ், எம்.ஜி.ஆர். நகர், அப்பமசமுத்திரம், ஆத்தூர், சேலம். (5) க.தமிழரசு, எம்.ஜி.ஆர். நகர், அப்பமசமுத்திரம், ஆத்தூர், சேலம்.	[791, 1455, 1122, 1560]
role-label: துணை அமைப்பாளர்கள் :	[433, 424, 586, 437]
role-details: (1) ச.சந்தோஷ், செல்லியம்பாளையம், அப்பமசமுத்திரம், ஆத்தூர், சேலம். (2) ச.பிரதீபன், செல்லியம்பாளையம், அப்பமசமுத்திரம், ஆத்தூர், சேலம். (3) ப.முத்தழகன், செல்லியம்பாளையம், அப்பமசமுத்திரம், ஆத்தூர், சேலம். (4) வெ.சுபாஷ், செல்லியம்பாளையம், அப்பமசமுத்திரம், ஆத்தூர், சேலம். (5) செ.சுதர்சன், செல்லியம்பாளையம், அப்பமசமுத்திரம், ஆத்தூர், சேலம்.	[791, 1622, 1122, 1743]
ward-heading: என்.ஜி.ஓ. நகர் குடியிருப்பு கிளை	[848, 1249, 1065, 1265]
role-details: மு.பிரவேஷ்குமார், 2, காமராஜர் தெரு, சங்கிலிபாளையம், திருமழிசை, திருவள்ளூர்.	[72, 469, 406, 497]
booth-coordinator: நா.லோகேஷ், 157, டி.ஹெச். சாலை, திருமழிசை, திருவள்ளூர்.	[1239, 561, 1502, 589]
role-label: துணை அமைப்பாளர்கள் :	[1149, 1164, 1315, 1178]
role-label: அமைப்பாளர் :	[433, 722, 519, 735]
booth-entry	[1149, 451, 1502, 497]
role-label: துணை அமைப்பாளர்கள் :	[433, 985, 594, 999]
role-label: துணை அமைப்பாளர்கள் :	[1149, 1346, 1312, 1360]
